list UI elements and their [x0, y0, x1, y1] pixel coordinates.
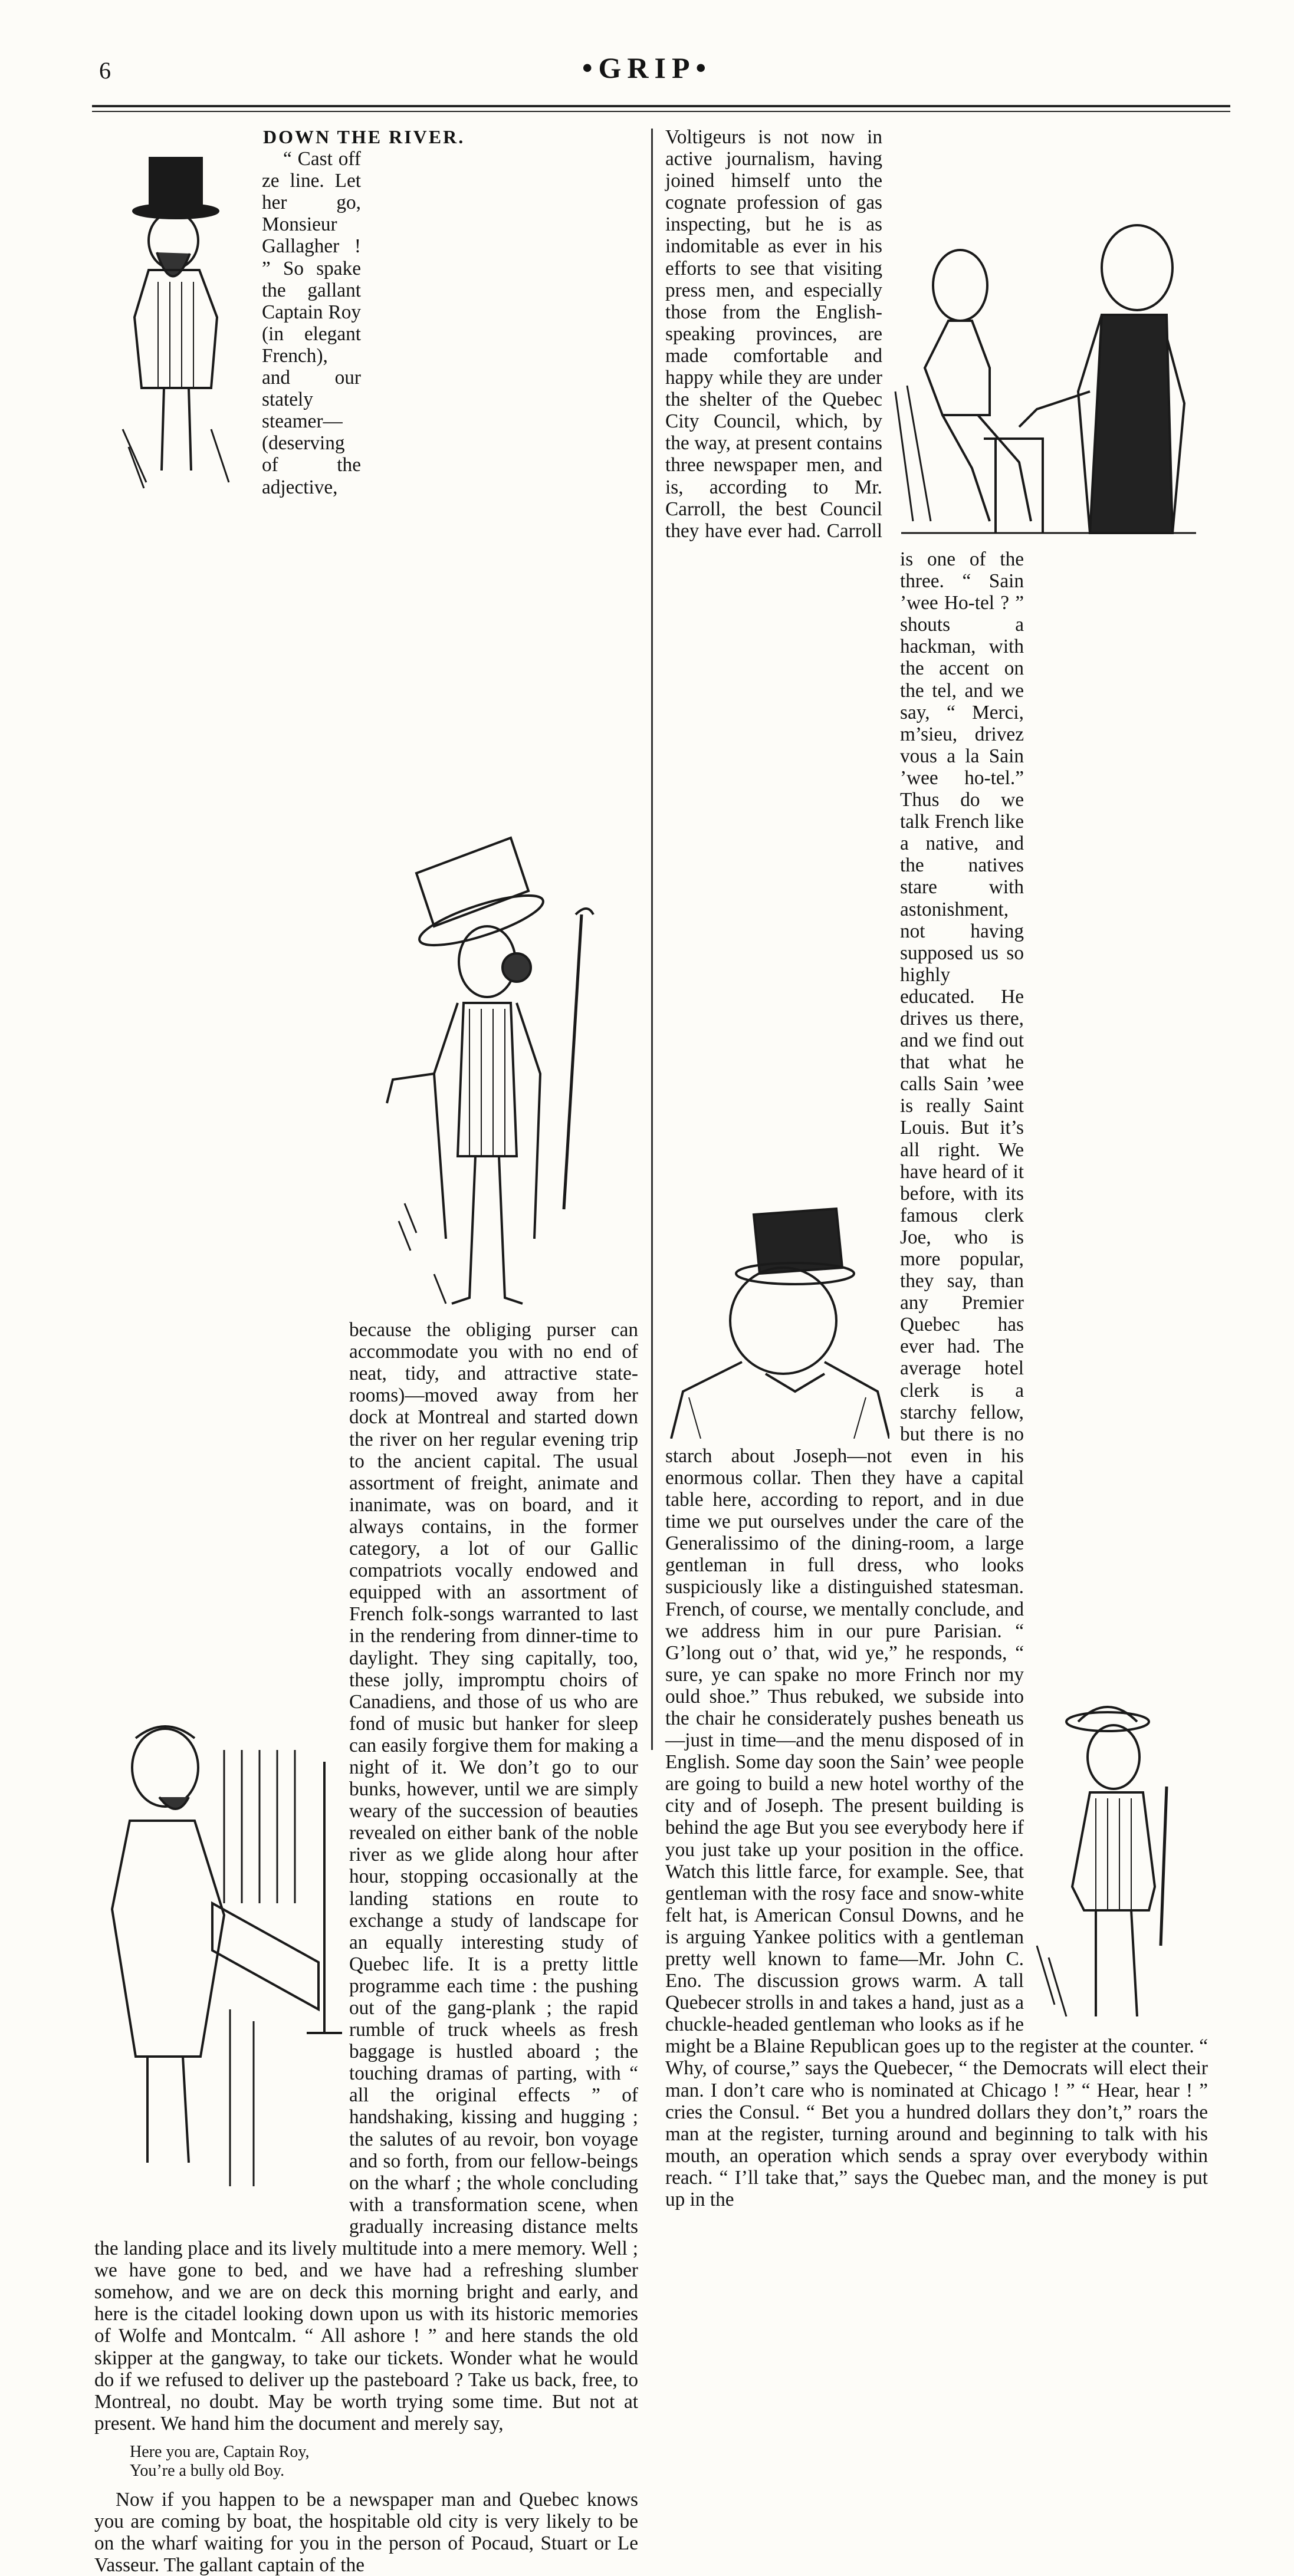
skipper-at-gangway-illustration — [94, 1703, 342, 2216]
page-number: 6 — [99, 57, 111, 84]
right-column — [665, 126, 1208, 2210]
dandy-top-hat-cane-illustration — [369, 826, 638, 1315]
left-column-paragraph-2: Now if you happen to be a newspaper man and Quebec knows you are coming by boat, the hospitable old city is very likely to be on the wharf waiting for you in the person of Pocaud, Stuart or Le Vasseur. The gallant captain of the — [94, 2488, 638, 2576]
bearded-man-top-hat-illustration — [111, 152, 248, 496]
stout-man-top-hat-illustration — [665, 1203, 889, 1439]
poem-line-2: You’re a bully old Boy. — [130, 2461, 285, 2480]
poem — [130, 2443, 638, 2480]
masthead-title: •GRIP• — [582, 51, 712, 84]
right-column-paragraph-1: Voltigeurs is not now in active journalism, having joined himself unto the cognate profession of gas inspecting, but he is as indomitable as ever in his efforts to see that visiting press men, and especially those from the English-speaking provinces, are made comfortable and happy while they are under the shelter of the Quebec City Council, which, by the way, at present contains three newspaper men, and is, according to Mr. Carroll, the best Council they have ever had. Carroll is one of the three. “ Sain ’wee Ho-tel ? ” shouts a hackman, with the accent on the tel, and we say, “ Merci, m’sieu, drivez vous a la Sain ’wee ho-tel.” Thus do we talk French like a native, and the natives stare with astonishment, not having supposed us so highly educated. He drives us there, and we find out that what he calls Sain ’wee is really Saint Louis. But it’s all right. We have heard of it before, with its famous clerk Joe, who is more popular, they say, than any Premier Quebec has ever had. The average hotel clerk is a starchy fellow, but there is no starch about Joseph—not even in his enormous collar. Then they have a capital table here, according to report, and in due time we put ourselves under the care of the Generalissimo of the dining-room, a large gentleman in full dress, who looks suspiciously like a distinguished statesman. French, of course, we mentally conclude, and we address him in our pure Parisian. “ G’long out o’ that, wid ye,” he responds, “ sure, ye can spake no more Frinch nor my ould shoe.” Thus rebuked, we subside into the chair he considerately pushes beneath us—just in time—and the menu disposed of in English. Some day soon the Sain’ wee people are going to build a new hotel worthy of the city and of Joseph. The present building is behind the age But you see everybody here if you just take up your position in the office. Watch this little farce, for example. See, that gentleman with the rosy face and snow-white felt hat, is American Consul Downs, and he is arguing Yankee politics with a gentleman pretty well known to fame—Mr. John C. Eno. The discussion grows warm. A tall Quebecer strolls in and takes a hand, just as a chuckle-headed gentleman who looks as if he might be a Blaine Republican goes up to the register at the counter. “ Why, of course,” says the Quebecer, “ the Democrats will elect their man. I don’t care who is nominated at Chicago ! ” “ Hear, hear ! ” cries the Consul. “ Bet you a hundred dollars they don’t,” roars the man at the register, turning around and beginning to talk with his mouth, an operation which sends a spray over everybody within reach. “ I’ll take that,” says the Quebec man, and the money is put up in the — [665, 126, 1208, 2211]
column-divider — [651, 129, 653, 1750]
left-column — [94, 126, 638, 2576]
left-column-paragraph-1: “ Cast off ze line. Let her go, Monsieur Gallagher ! ” So spake the gallant Captain Roy (in elegant French), and our stately steamer—(deserving of the adjective, because the obliging purser can accommodate you with no end of neat, tidy, and attractive state-rooms)—moved away from her dock at Montreal and started down the river on her regular evening trip to the ancient capital. The usual assortment of freight, animate and inanimate, was on board, and it always contains, in the former category, a lot of our Gallic compatriots vocally endowed and equipped with an assortment of French folk-songs warranted to last in the rendering from dinner-time to daylight. They sing capitally, too, these jolly, impromptu choirs of Canadiens, and those of us who are fond of music but hanker for sleep can easily forgive them for making a night of it. We don’t go to our bunks, however, until we are simply weary of the succession of beauties revealed on either bank of the noble river as we glide along hour after hour, stopping occasionally at the landing stations en route to exchange a study of landscape for an equally interesting study of Quebec life. It is a pretty little programme each time : the pushing out of the gang-plank ; the rapid rumble of truck wheels as fresh baggage is hustled aboard ; the touching dramas of parting, with “ all the original effects ” of handshaking, kissing and hugging ; the salutes of au revoir, bon voyage and so forth, from our fellow-beings on the wharf ; the whole concluding with a transformation scene, when gradually increasing distance melts the landing place and its lively multitude into a mere memory. Well ; we have gone to bed, and we have had a refreshing slumber somehow, and we are on deck this morning bright and early, and here is the citadel looking down upon us with its historic memories of Wolfe and Montcalm. “ All ashore ! ” and here stands the old skipper at the gangway, to take our tickets. Wonder what he would do if we refused to deliver up the pasteboard ? Take us back, free, to Montreal, no doubt. May be worth trying some time. But not at present. We hand him the document and merely say, — [94, 148, 638, 2434]
man-with-bowler-cane-illustration — [1031, 1698, 1208, 2028]
two-men-at-bench-illustration — [889, 215, 1208, 545]
header-rule-bottom — [92, 111, 1230, 112]
poem-line-1: Here you are, Captain Roy, — [130, 2442, 310, 2461]
header-rule-top — [92, 105, 1230, 107]
article-title: DOWN THE RIVER. — [263, 126, 465, 147]
